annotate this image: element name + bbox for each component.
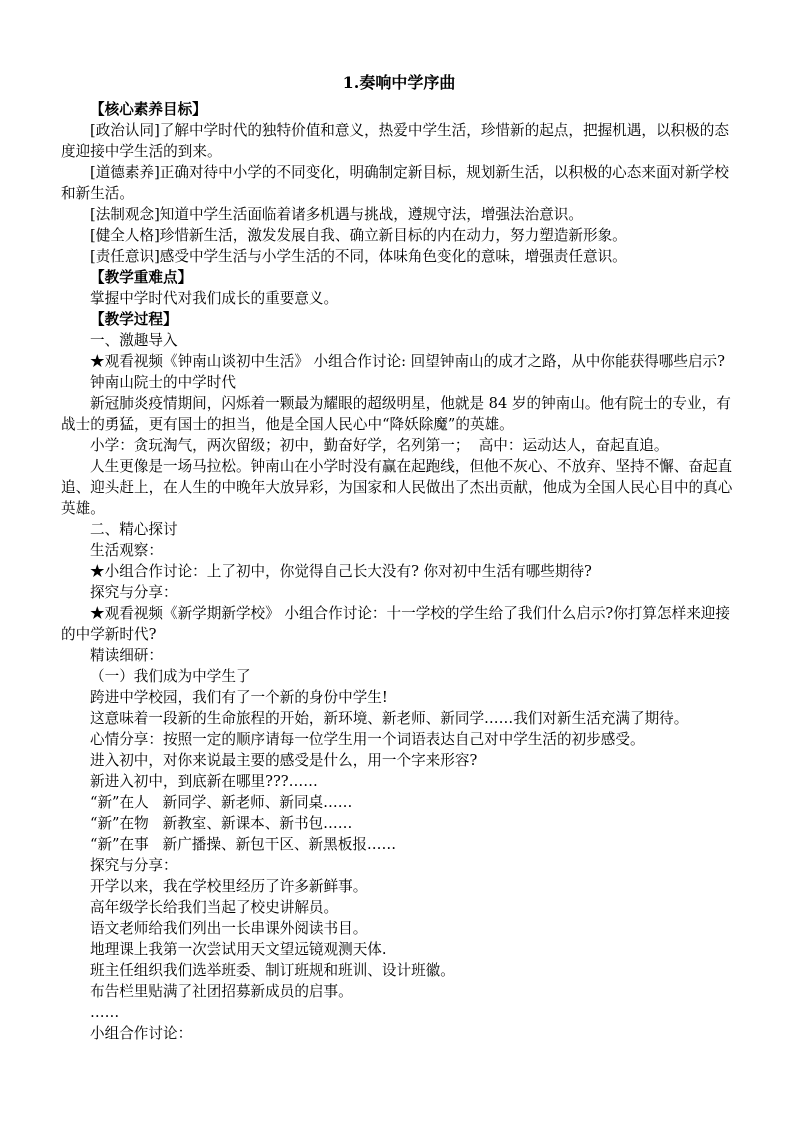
document-page — [61, 72, 737, 1044]
paragraph: [责任意识]感受中学生活与小学生活的不同，体味角色变化的意味，增强责任意识。 — [90, 248, 627, 265]
document-body — [61, 99, 737, 1044]
paragraph: 心情分享：按照一定的顺序请每一位学生用一个词语表达自己对中学生活的初步感受。 — [90, 731, 645, 748]
paragraph: 探究与分享： — [90, 857, 178, 874]
paragraph: ★观看视频《新学期新学校》 小组合作讨论：十一学校的学生给了我们什么启示?你打算怎样来迎接的中学新时代? — [61, 605, 730, 643]
paragraph: 小学：贪玩淘气，两次留级；初中，勤奋好学，名列第一； 高中：运动达人，奋起直追。 — [90, 437, 669, 454]
paragraph: 小组合作讨论： — [90, 1025, 193, 1042]
paragraph: （一）我们成为中学生了 — [90, 668, 251, 685]
paragraph: 高年级学长给我们当起了校史讲解员。 — [90, 899, 339, 916]
paragraph: 进入初中，对你来说最主要的感受是什么，用一个字来形容? — [90, 752, 478, 769]
paragraph: “新”在事 新广播操、新包干区、新黑板报…… — [90, 836, 397, 853]
paragraph: 新冠肺炎疫情期间，闪烁着一颗最为耀眼的超级明星，他就是 84 岁的钟南山。他有院士的专业，有战士的勇猛，更有国士的担当，他是全国人民心中“降妖除魔”的英雄。 — [61, 395, 731, 433]
paragraph: 一、激趣导入 — [90, 332, 178, 349]
paragraph: …… — [90, 1004, 120, 1021]
paragraph: 掌握中学时代对我们成长的重要意义。 — [90, 290, 339, 307]
paragraph: [道德素养]正确对待中小学的不同变化，明确制定新目标，规划新生活，以积极的心态来面对新学校和新生活。 — [61, 164, 729, 202]
paragraph: 班主任组织我们选举班委、制订班规和班训、设计班徽。 — [90, 962, 455, 979]
paragraph: 布告栏里贴满了社团招募新成员的启事。 — [90, 983, 353, 1000]
paragraph: 人生更像是一场马拉松。钟南山在小学时没有赢在起跑线，但他不灰心、不放弃、坚持不懈、奋起直追、迎头赶上，在人生的中晚年大放异彩，为国家和人民做出了杰出贡献，他成为全国人民心目中的真心英雄。 — [61, 458, 733, 517]
paragraph: 生活观察： — [90, 542, 163, 559]
section-heading: 【教学重难点】 — [90, 269, 193, 286]
paragraph: [政治认同]了解中学时代的独特价值和意义，热爱中学生活，珍惜新的起点，把握机遇，以积极的态度迎接中学生活的到来。 — [61, 122, 729, 160]
paragraph: 这意味着一段新的生命旅程的开始，新环境、新老师、新同学……我们对新生活充满了期待。 — [90, 710, 689, 727]
paragraph: 精读细研： — [90, 647, 163, 664]
paragraph: 语文老师给我们列出一长串课外阅读书目。 — [90, 920, 368, 937]
paragraph: 钟南山院士的中学时代 — [90, 374, 236, 391]
paragraph: [法制观念]知道中学生活面临着诸多机遇与挑战，遵规守法，增强法治意识。 — [90, 206, 583, 223]
paragraph: 探究与分享： — [90, 584, 178, 601]
paragraph: 地理课上我第一次尝试用天文望远镜观测天体. — [90, 941, 387, 958]
paragraph: 新进入初中，到底新在哪里???…… — [90, 773, 318, 790]
section-heading: 【教学过程】 — [90, 311, 178, 328]
paragraph: “新”在人 新同学、新老师、新同桌…… — [90, 794, 353, 811]
paragraph: 开学以来，我在学校里经历了许多新鲜事。 — [90, 878, 368, 895]
paragraph: ★小组合作讨论：上了初中，你觉得自己长大没有? 你对初中生活有哪些期待? — [90, 563, 592, 580]
paragraph: 跨进中学校园，我们有了一个新的身份中学生! — [90, 689, 388, 706]
paragraph: 二、精心探讨 — [90, 521, 178, 538]
paragraph: [健全人格]珍惜新生活，激发发展自我、确立新目标的内在动力，努力塑造新形象。 — [90, 227, 627, 244]
document-title: 1.奏响中学序曲 — [342, 73, 456, 92]
paragraph: ★观看视频《钟南山谈初中生活》 小组合作讨论: 回望钟南山的成才之路，从中你能获得哪些启示? — [90, 353, 725, 370]
section-heading: 【核心素养目标】 — [90, 101, 207, 118]
paragraph: “新”在物 新教室、新课本、新书包…… — [90, 815, 353, 832]
